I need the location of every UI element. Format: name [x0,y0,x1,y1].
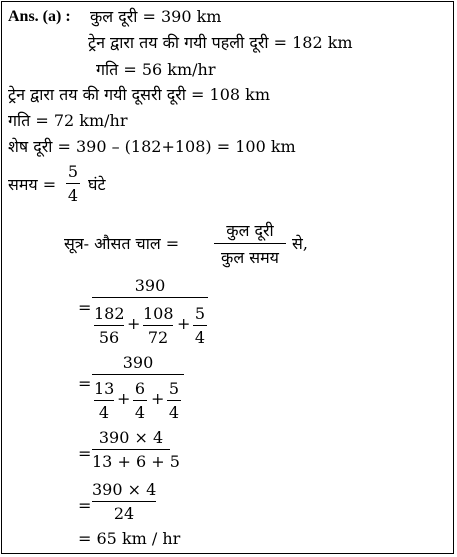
step1-fraction [92,276,208,300]
fraction-bar [94,325,124,326]
fraction-bar [92,449,170,450]
total-distance-line: कुल दूरी = 390 km [90,7,222,26]
step2-numerator: 390 [122,353,154,372]
term-numerator: 182 [94,304,125,323]
fraction-bar [167,400,181,401]
plus-sign: + [117,389,131,408]
time-label: समय = [8,175,57,194]
term-numerator: 5 [194,304,206,323]
step2-fraction [92,353,184,377]
fraction-bar [92,297,208,298]
plus-sign: + [151,389,165,408]
step1-term-a [94,304,124,347]
step3-denominator: 13 + 6 + 5 [92,452,180,471]
term-denominator: 4 [134,403,146,422]
step3-numerator: 390 × 4 [98,428,164,447]
step1-term-b [143,304,173,347]
term-numerator: 5 [168,379,180,398]
term-numerator: 6 [134,379,146,398]
term-numerator: 13 [94,379,115,398]
step2-term-a [94,379,114,422]
term-numerator: 108 [143,304,174,323]
formula-numerator: कुल दूरी [226,221,274,240]
step4-equals: = [78,496,92,515]
plus-sign: + [127,314,141,333]
step4-fraction [92,480,156,523]
step1-term-c [193,304,207,347]
fraction-bar [92,374,184,375]
second-speed-line: गति = 72 km/hr [8,111,128,130]
remaining-distance-line: शेष दूरी = 390 – (182+108) = 100 km [8,137,296,156]
fraction-bar [143,325,173,326]
term-denominator: 4 [98,403,110,422]
step4-numerator: 390 × 4 [92,480,157,499]
step3-fraction [92,428,180,471]
step4-denominator: 24 [113,504,135,523]
answer-box [1,1,454,554]
time-fraction [66,162,80,205]
formula-suffix: से, [292,234,308,253]
term-denominator: 72 [147,328,169,347]
answer-label: Ans. (a) : [8,8,71,25]
formula-fraction [214,219,286,268]
formula-label: सूत्र- औसत चाल = [64,234,180,253]
second-distance-line: ट्रेन द्वारा तय की गयी दूसरी दूरी = 108 km [8,85,271,104]
first-distance-line: ट्रेन द्वारा तय की गयी पहली दूरी = 182 km [88,33,353,52]
first-speed-line: गति = 56 km/hr [96,60,216,79]
step1-numerator: 390 [134,276,166,295]
step2-term-b [133,379,147,422]
term-denominator: 56 [98,328,120,347]
fraction-bar [92,501,156,502]
plus-sign: + [177,314,191,333]
fraction-bar [193,325,207,326]
fraction-bar [133,400,147,401]
term-denominator: 4 [168,403,180,422]
time-denominator: 4 [67,186,79,205]
time-unit: घंटे [88,175,106,194]
time-numerator: 5 [67,162,79,181]
step3-equals: = [78,444,92,463]
step2-term-c [167,379,181,422]
fraction-bar [94,400,114,401]
term-denominator: 4 [194,328,206,347]
fraction-bar [214,243,286,244]
step2-equals: = [78,374,92,393]
formula-denominator: कुल समय [221,248,279,267]
final-result: = 65 km / hr [78,529,181,548]
step1-equals: = [78,298,92,317]
fraction-bar [66,183,80,184]
